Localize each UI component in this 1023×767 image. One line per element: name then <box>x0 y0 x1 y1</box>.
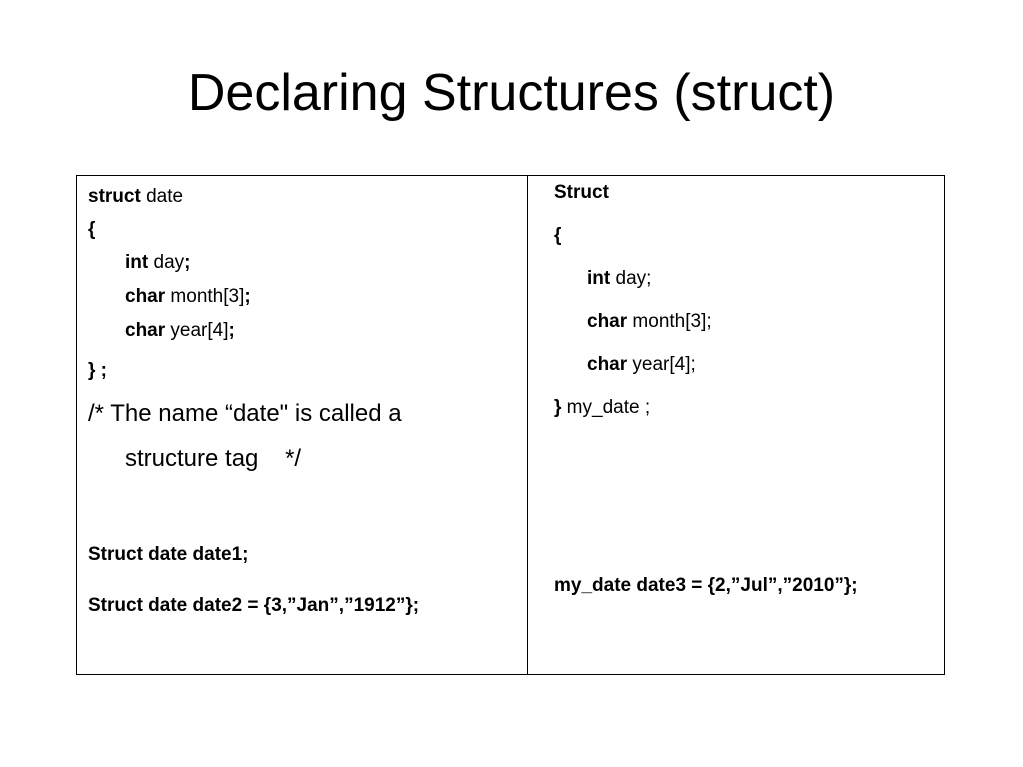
right-close-brace <box>554 396 650 420</box>
code-table <box>76 175 945 675</box>
left-declaration-2 <box>88 594 419 618</box>
field-name: year[4] <box>165 320 229 341</box>
declaration-text: Struct date date2 = {3,”Jan”,”1912”}; <box>88 595 420 616</box>
left-field-day <box>125 251 190 275</box>
type-keyword: char <box>587 311 628 332</box>
type-keyword: char <box>125 320 166 341</box>
open-brace: { <box>88 219 96 240</box>
left-declaration-1 <box>88 543 248 567</box>
semicolon: ; <box>228 320 235 341</box>
type-keyword: char <box>125 286 166 307</box>
right-field-day <box>587 267 651 291</box>
semicolon: ; <box>184 252 191 273</box>
left-close-brace <box>88 359 107 383</box>
struct-keyword: struct <box>88 186 141 207</box>
left-struct-header <box>88 185 183 209</box>
open-brace: { <box>554 225 562 246</box>
struct-keyword: Struct <box>554 182 609 203</box>
type-keyword: int <box>587 268 611 289</box>
struct-tag: date <box>140 186 184 207</box>
field-name: month[3]; <box>627 311 712 332</box>
column-divider <box>527 176 528 674</box>
comment-line-2: structure tag */ <box>125 445 302 472</box>
variable-name: my_date ; <box>561 397 651 418</box>
type-keyword: char <box>587 354 628 375</box>
right-field-year <box>587 353 696 377</box>
left-field-year <box>125 319 235 343</box>
comment-line-1: /* The name “date" is called a <box>88 400 402 427</box>
right-open-brace <box>554 224 561 248</box>
left-field-month <box>125 285 251 309</box>
semicolon: ; <box>244 286 251 307</box>
right-declaration <box>554 574 858 598</box>
right-field-month <box>587 310 712 334</box>
close-brace: } ; <box>88 360 107 381</box>
field-name: day; <box>610 268 652 289</box>
right-struct-header <box>554 181 609 205</box>
declaration-text: my_date date3 = {2,”Jul”,”2010”}; <box>554 575 858 596</box>
slide-title: Declaring Structures (struct) <box>187 64 836 122</box>
field-name: month[3] <box>165 286 245 307</box>
field-name: day <box>148 252 185 273</box>
declaration-text: Struct date date1; <box>88 544 249 565</box>
close-brace: } <box>554 397 562 418</box>
type-keyword: int <box>125 252 149 273</box>
field-name: year[4]; <box>627 354 696 375</box>
left-open-brace <box>88 218 95 242</box>
